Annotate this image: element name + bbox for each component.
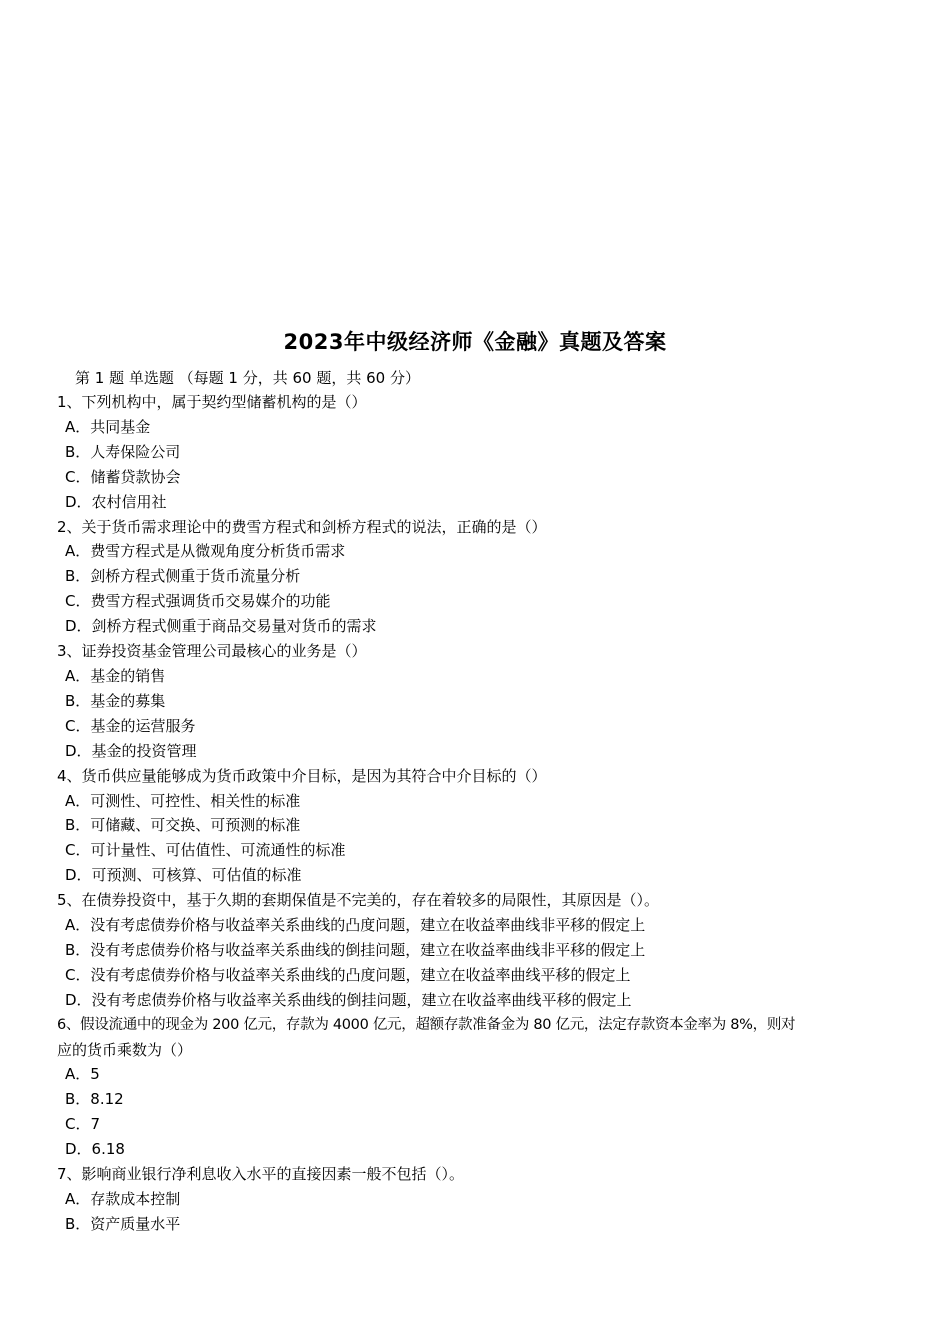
question-1: [57, 390, 907, 515]
option-d: D．6.18: [65, 1140, 125, 1159]
option-c: C．7: [65, 1115, 101, 1134]
option-a: A．费雪方程式是从微观角度分析货币需求: [65, 542, 346, 561]
question-stem: 3、证券投资基金管理公司最核心的业务是（）: [57, 642, 367, 661]
question-stem-line-2: 应的货币乘数为（）: [57, 1040, 193, 1059]
question-3: [57, 639, 907, 764]
question-7: [57, 1162, 907, 1237]
option-a: A．可测性、可控性、相关性的标准: [65, 791, 301, 810]
question-stem-line-1: 6、假设流通中的现金为 200 亿元，存款为 4000 亿元，超额存款准备金为 80 亿元，法定存款资本金率为 8%，则对: [57, 1016, 796, 1033]
option-c: C．储蓄贷款协会: [65, 467, 181, 486]
option-a: A．存款成本控制: [65, 1190, 181, 1208]
option-b: B．8.12: [65, 1090, 124, 1109]
question-stem: 5、在债券投资中，基于久期的套期保值是不完美的，存在着较多的局限性，其原因是（）。: [57, 891, 660, 910]
question-stem: 2、关于货币需求理论中的费雪方程式和剑桥方程式的说法，正确的是（）: [57, 517, 547, 536]
option-d: D．没有考虑债券价格与收益率关系曲线的倒挂问题，建立在收益率曲线平移的假定上: [65, 990, 632, 1009]
option-d: D．农村信用社: [65, 492, 167, 511]
option-d: D．可预测、可核算、可估值的标准: [65, 866, 302, 885]
option-b: B．没有考虑债券价格与收益率关系曲线的倒挂问题，建立在收益率曲线非平移的假定上: [65, 940, 646, 959]
document-title: 2023年中级经济师《金融》真题及答案: [283, 330, 667, 354]
option-a: A．5: [65, 1065, 100, 1084]
option-c: C．基金的运营服务: [65, 716, 196, 735]
section-header: 第 1 题 单选题 （每题 1 分，共 60 题，共 60 分）: [75, 369, 420, 387]
question-list: [57, 390, 907, 1237]
question-stem: 4、货币供应量能够成为货币政策中介目标，是因为其符合中介目标的（）: [57, 766, 547, 785]
option-a: A．基金的销售: [65, 666, 166, 685]
question-4: [57, 764, 907, 889]
option-c: C．费雪方程式强调货币交易媒介的功能: [65, 592, 331, 611]
option-b: B．可储藏、可交换、可预测的标准: [65, 816, 301, 835]
option-d: D．剑桥方程式侧重于商品交易量对货币的需求: [65, 617, 377, 636]
option-b: B．剑桥方程式侧重于货币流量分析: [65, 567, 301, 586]
question-stem: 7、影响商业银行净利息收入水平的直接因素一般不包括（）。: [57, 1165, 465, 1184]
option-a: A．共同基金: [65, 417, 151, 436]
question-6: [57, 1013, 907, 1162]
option-d: D．基金的投资管理: [65, 741, 197, 760]
option-b: B．基金的募集: [65, 691, 166, 710]
option-c: C．可计量性、可估值性、可流通性的标准: [65, 841, 346, 860]
question-5: [57, 888, 907, 1013]
option-b: B．资产质量水平: [65, 1214, 181, 1233]
option-a: A．没有考虑债券价格与收益率关系曲线的凸度问题，建立在收益率曲线非平移的假定上: [65, 916, 646, 935]
question-2: [57, 515, 907, 640]
option-c: C．没有考虑债券价格与收益率关系曲线的凸度问题，建立在收益率曲线平移的假定上: [65, 965, 631, 984]
option-b: B．人寿保险公司: [65, 442, 181, 461]
question-stem: 1、下列机构中，属于契约型储蓄机构的是（）: [57, 393, 367, 411]
